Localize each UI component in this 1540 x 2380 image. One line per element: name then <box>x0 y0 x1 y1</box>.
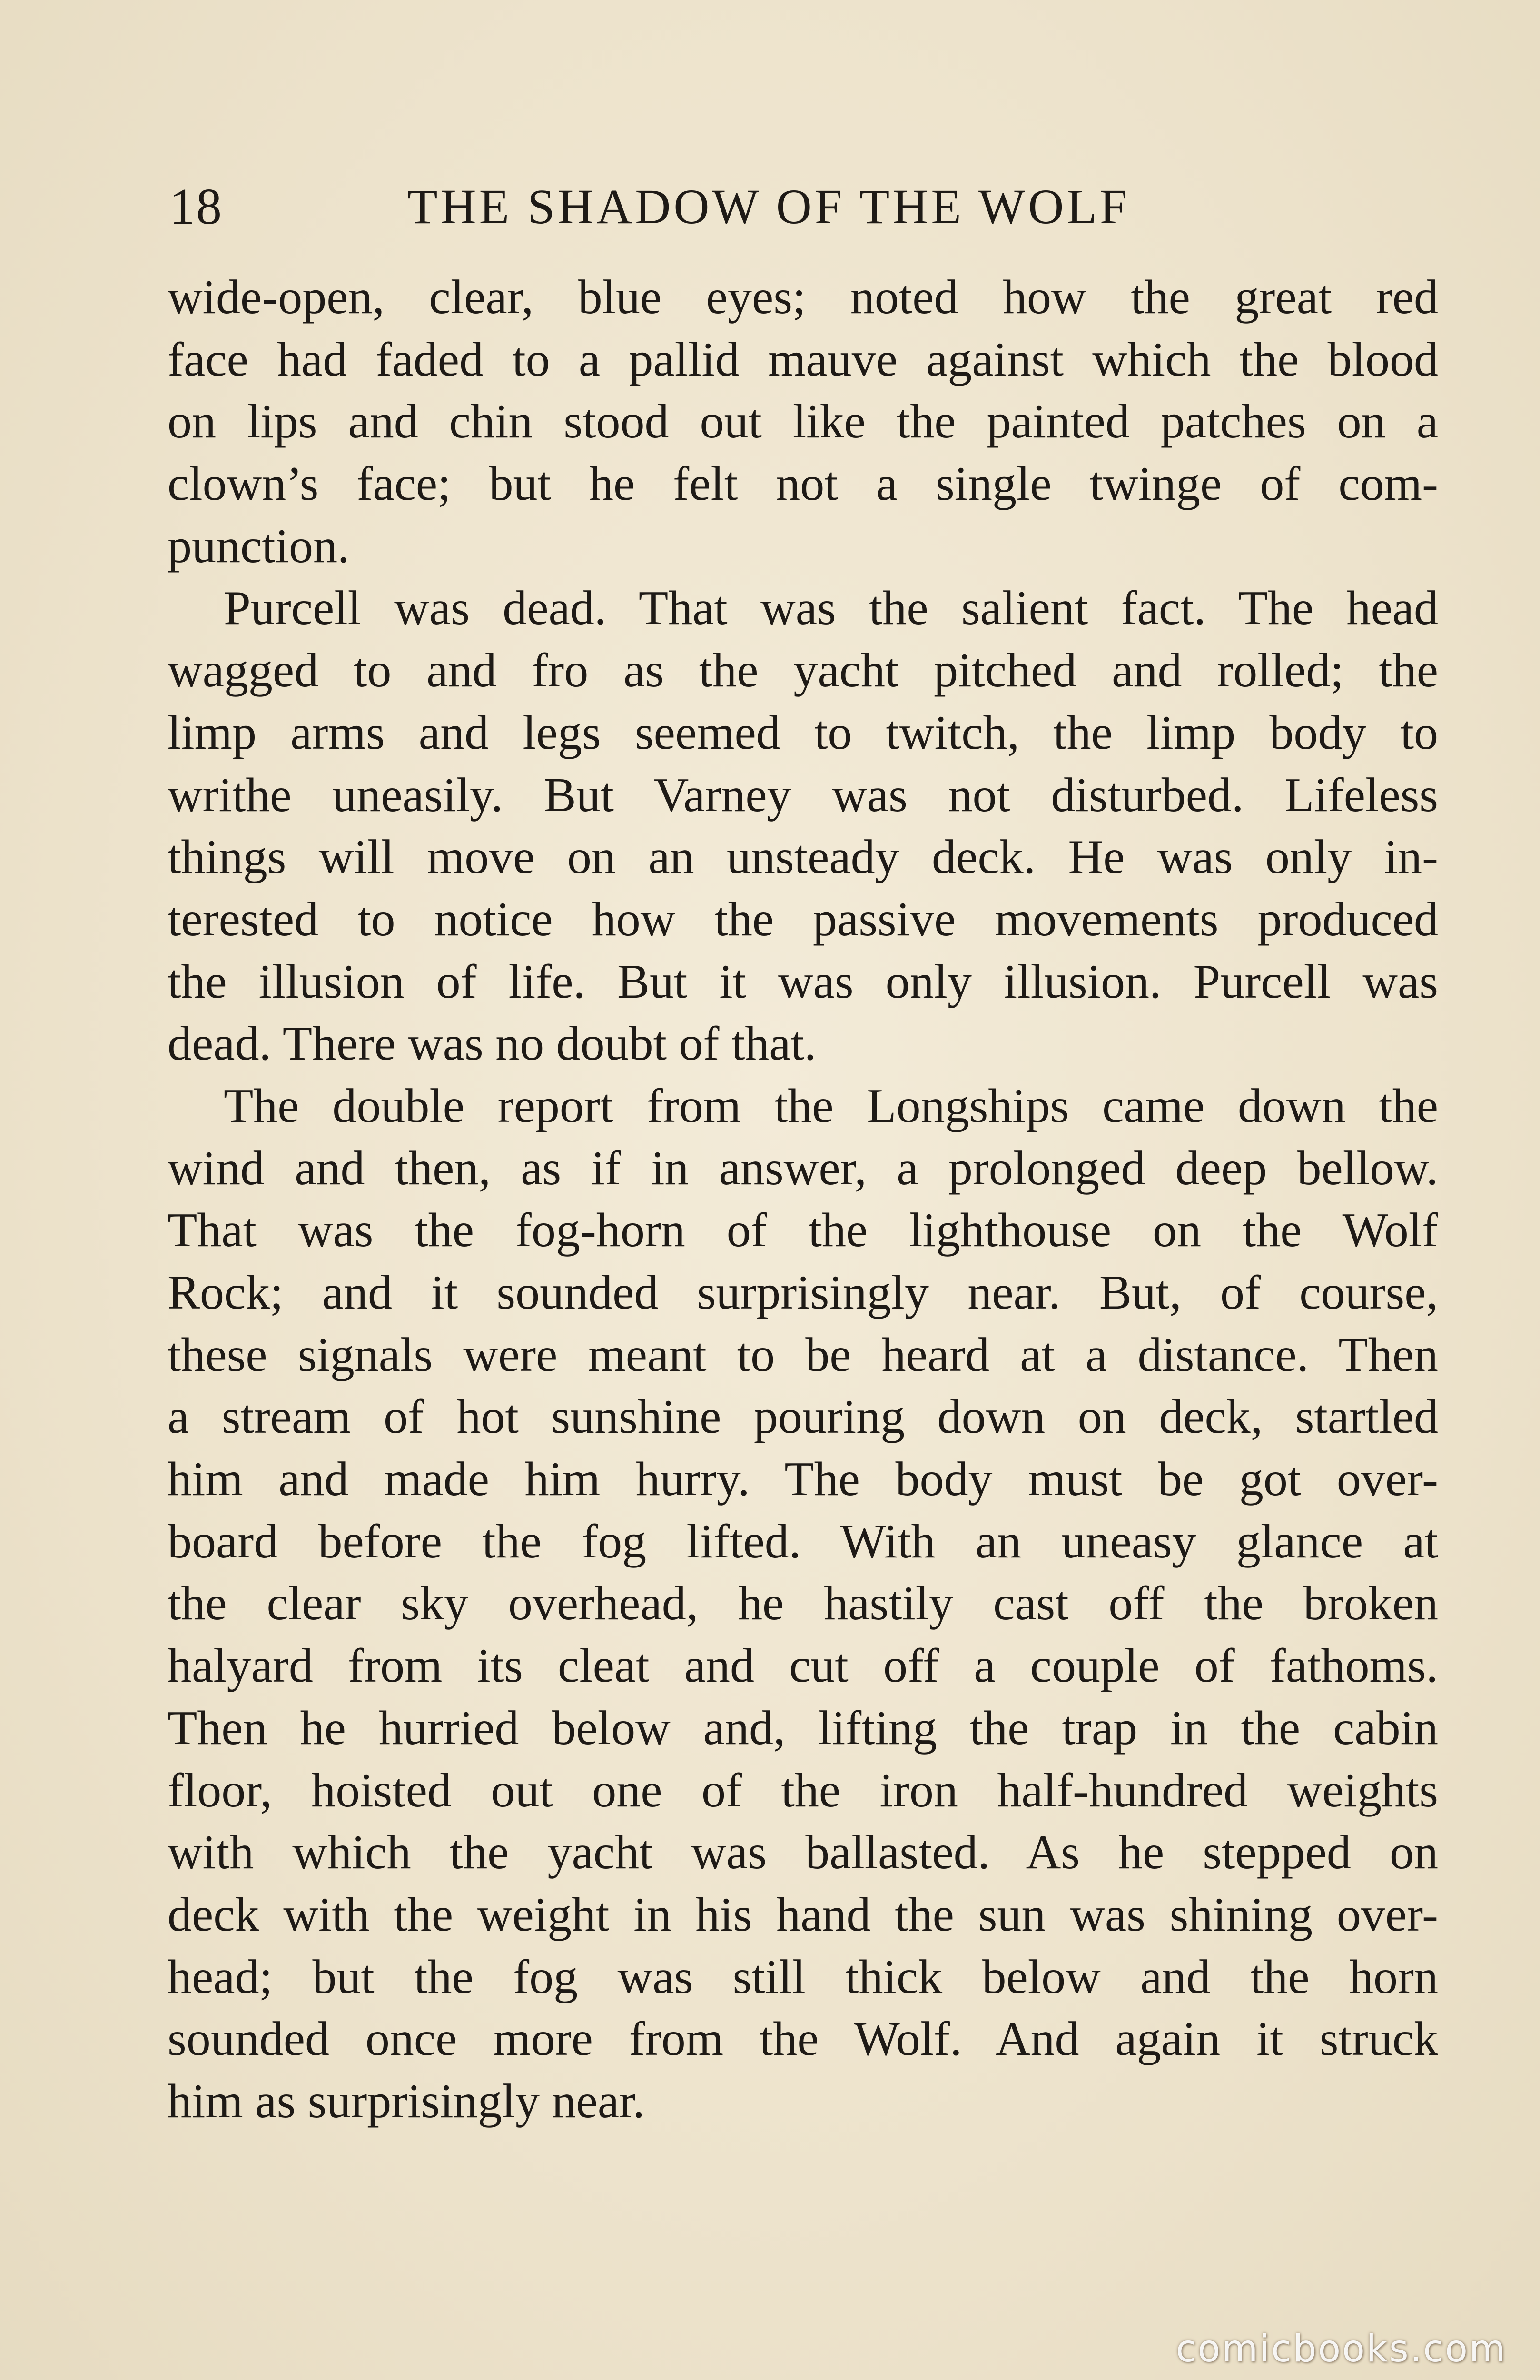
text-line: Then he hurried below and, lifting the trap in the cabin <box>168 1701 1438 1755</box>
book-title: THE SHADOW OF THE WOLF <box>407 179 1130 234</box>
text-line: limp arms and legs seemed to twitch, the limp body to <box>168 705 1438 760</box>
text-line: Purcell was dead. That was the salient fact. The head <box>224 581 1438 635</box>
text-line: halyard from its cleat and cut off a couple of fathoms. <box>168 1639 1438 1693</box>
text-line: punction. <box>168 519 350 573</box>
text-line: the illusion of life. But it was only illusion. Purcell was <box>168 954 1438 1009</box>
text-line: That was the fog-horn of the lighthouse on the Wolf <box>168 1203 1438 1258</box>
text-line: wagged to and fro as the yacht pitched and rolled; the <box>168 644 1438 698</box>
text-line: sounded once more from the Wolf. And again it struck <box>168 2012 1438 2066</box>
text-line: terested to notice how the passive movements produced <box>168 892 1438 946</box>
text-line: on lips and chin stood out like the painted patches on a <box>168 395 1438 449</box>
text-line: board before the fog lifted. With an uneasy glance at <box>168 1514 1438 1568</box>
text-line: Rock; and it sounded surprisingly near. But, of course, <box>168 1266 1438 1319</box>
text-line: writhe uneasily. But Varney was not disturbed. Lifeless <box>168 768 1438 822</box>
text-line: The double report from the Longships came down the <box>224 1079 1438 1133</box>
text-line: him and made him hurry. The body must be got over- <box>168 1452 1438 1507</box>
text-line: wind and then, as if in answer, a prolonged deep bellow. <box>168 1141 1438 1195</box>
text-line: head; but the fog was still thick below and the horn <box>168 1950 1438 2004</box>
text-line: face had faded to a pallid mauve against which the blood <box>168 332 1438 387</box>
text-line: floor, hoisted out one of the iron half-hundred weights <box>168 1763 1438 1817</box>
page-number: 18 <box>169 178 223 235</box>
text-line: him as surprisingly near. <box>168 2074 645 2128</box>
watermark: comicbooks.com <box>1175 2328 1507 2370</box>
text-line: with which the yacht was ballasted. As he stepped on <box>168 1825 1438 1880</box>
text-line: deck with the weight in his hand the sun was shining over- <box>168 1887 1438 1942</box>
text-line: these signals were meant to be heard at a distance. Then <box>168 1328 1438 1382</box>
text-line: the clear sky overhead, he hastily cast off the broken <box>168 1577 1438 1631</box>
text-line: a stream of hot sunshine pouring down on deck, startled <box>168 1390 1438 1444</box>
body-text <box>168 267 1438 2133</box>
running-head <box>169 171 1435 243</box>
text-line: dead. There was no doubt of that. <box>168 1017 817 1071</box>
text-line: wide-open, clear, blue eyes; noted how the great red <box>168 270 1438 324</box>
text-line: clown’s face; but he felt not a single twinge of com- <box>168 457 1438 511</box>
text-line: things will move on an unsteady deck. He was only in- <box>168 830 1438 884</box>
